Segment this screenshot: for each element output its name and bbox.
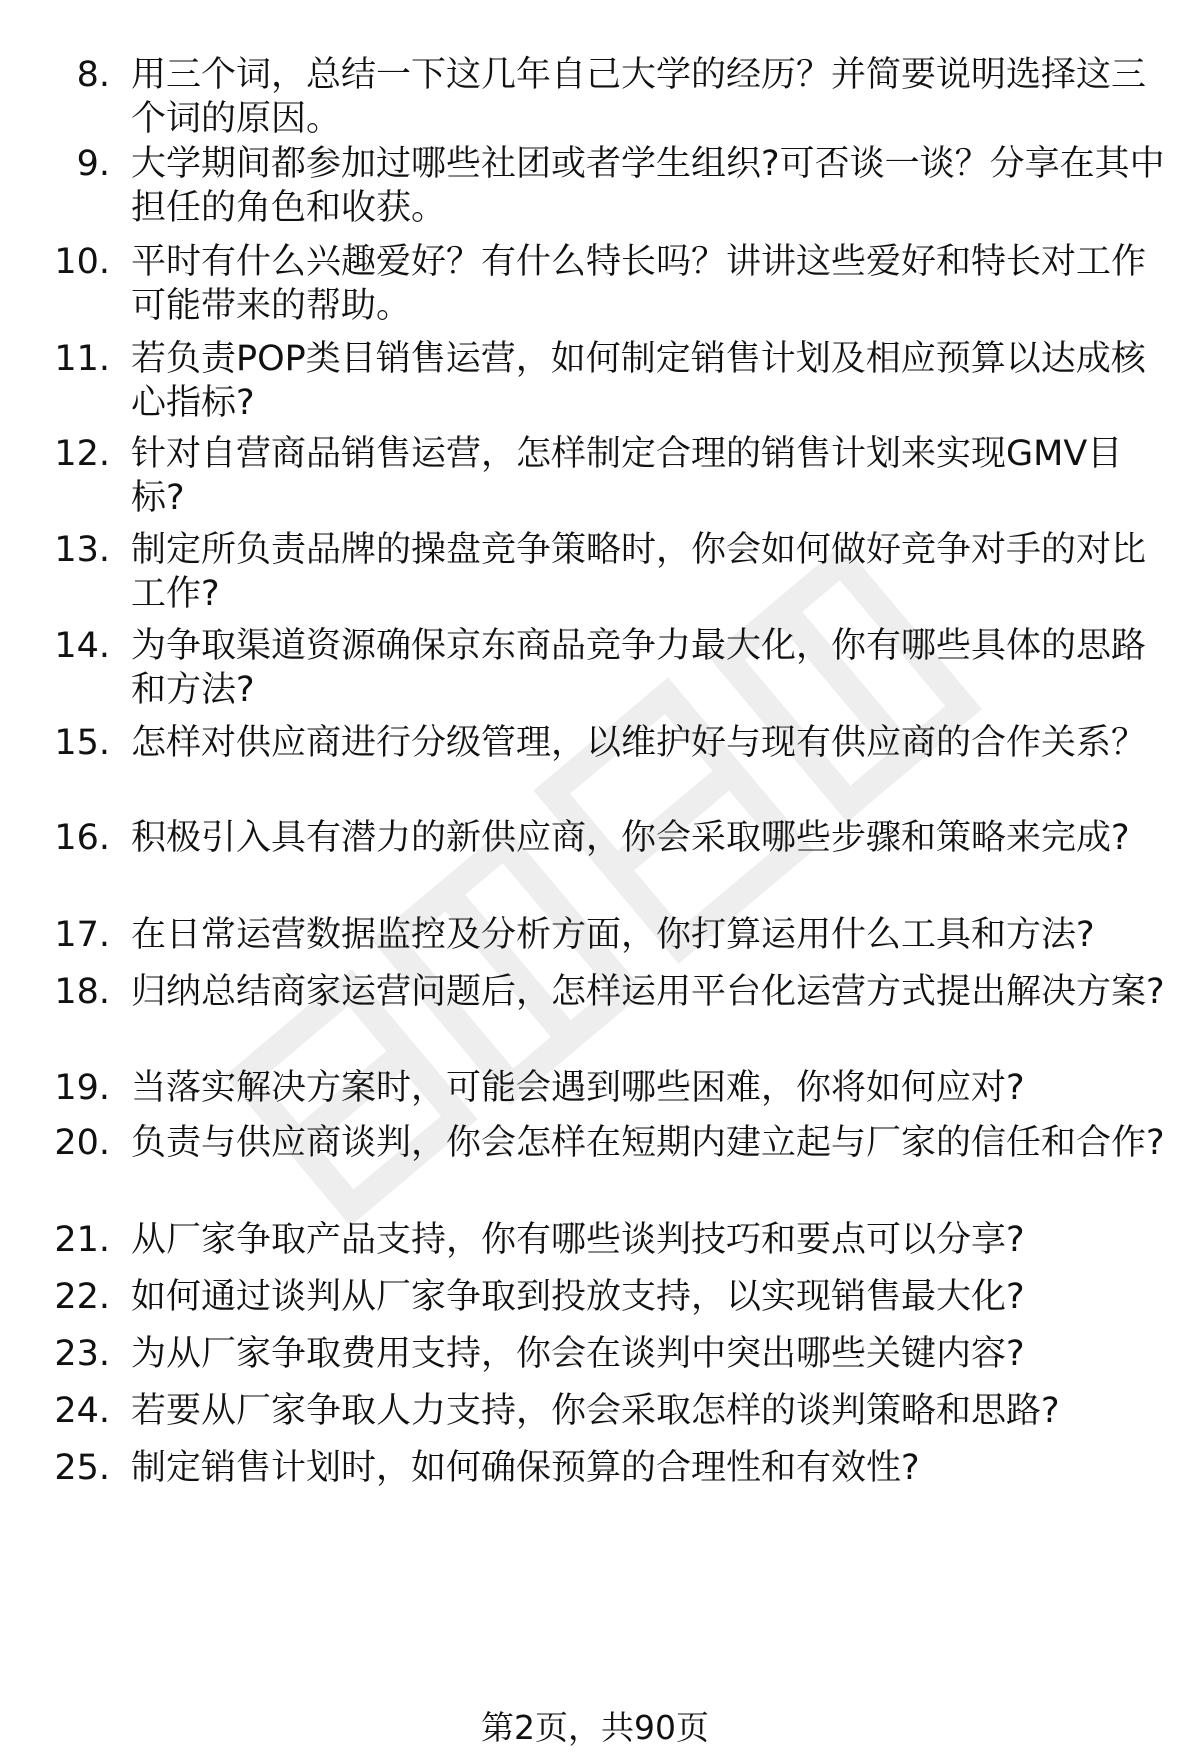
question-number: 21. [54, 1220, 110, 1260]
question-number: 25. [54, 1448, 110, 1488]
question-number: 23. [54, 1334, 110, 1374]
question-text: 积极引入具有潜力的新供应商，你会采取哪些步骤和策略来完成? [131, 818, 1130, 858]
question-text: 若要从厂家争取人力支持，你会采取怎样的谈判策略和思路? [131, 1391, 1060, 1431]
question-number: 9. [76, 144, 110, 184]
question-text: 归纳总结商家运营问题后，怎样运用平台化运营方式提出解决方案? [131, 972, 1165, 1012]
question-text: 若负责POP类目销售运营，如何制定销售计划及相应预算以达成核心指标? [131, 339, 1146, 423]
question-text: 制定所负责品牌的操盘竞争策略时，你会如何做好竞争对手的对比工作? [131, 530, 1147, 614]
question-number: 22. [54, 1277, 110, 1317]
question-number: 14. [54, 626, 110, 666]
question-text: 怎样对供应商进行分级管理，以维护好与现有供应商的合作关系？ [131, 723, 1147, 763]
question-number: 15. [54, 723, 110, 763]
question-text: 从厂家争取产品支持，你有哪些谈判技巧和要点可以分享? [131, 1220, 1025, 1260]
question-number: 12. [54, 434, 110, 474]
question-number: 11. [54, 339, 110, 379]
question-text: 为从厂家争取费用支持，你会在谈判中突出哪些关键内容? [131, 1334, 1025, 1374]
question-number: 8. [76, 55, 110, 95]
question-text: 负责与供应商谈判，你会怎样在短期内建立起与厂家的信任和合作? [131, 1123, 1165, 1163]
question-number: 16. [54, 818, 110, 858]
question-text: 当落实解决方案时，可能会遇到哪些困难，你将如何应对? [131, 1068, 1025, 1108]
question-text: 用三个词，总结一下这几年自己大学的经历？并简要说明选择这三个词的原因。 [131, 55, 1147, 139]
question-text: 如何通过谈判从厂家争取到投放支持，以实现销售最大化? [131, 1277, 1025, 1317]
question-text: 在日常运营数据监控及分析方面，你打算运用什么工具和方法? [131, 915, 1095, 955]
question-number: 20. [54, 1123, 110, 1163]
question-number: 17. [54, 915, 110, 955]
question-number: 18. [54, 972, 110, 1012]
question-text: 平时有什么兴趣爱好？有什么特长吗？讲讲这些爱好和特长对工作可能带来的帮助。 [131, 242, 1147, 326]
question-number: 13. [54, 530, 110, 570]
question-number: 10. [54, 242, 110, 282]
question-number: 19. [54, 1068, 110, 1108]
question-text: 为争取渠道资源确保京东商品竞争力最大化，你有哪些具体的思路和方法? [131, 626, 1147, 710]
question-number: 24. [54, 1391, 110, 1431]
question-text: 针对自营商品销售运营，怎样制定合理的销售计划来实现GMV目标? [131, 434, 1123, 518]
question-text: 大学期间都参加过哪些社团或者学生组织?可否谈一谈？分享在其中担任的角色和收获。 [131, 144, 1165, 228]
question-text: 制定销售计划时，如何确保预算的合理性和有效性? [131, 1448, 920, 1488]
page-number-footer: 第2页，共90页 [481, 1708, 709, 1747]
